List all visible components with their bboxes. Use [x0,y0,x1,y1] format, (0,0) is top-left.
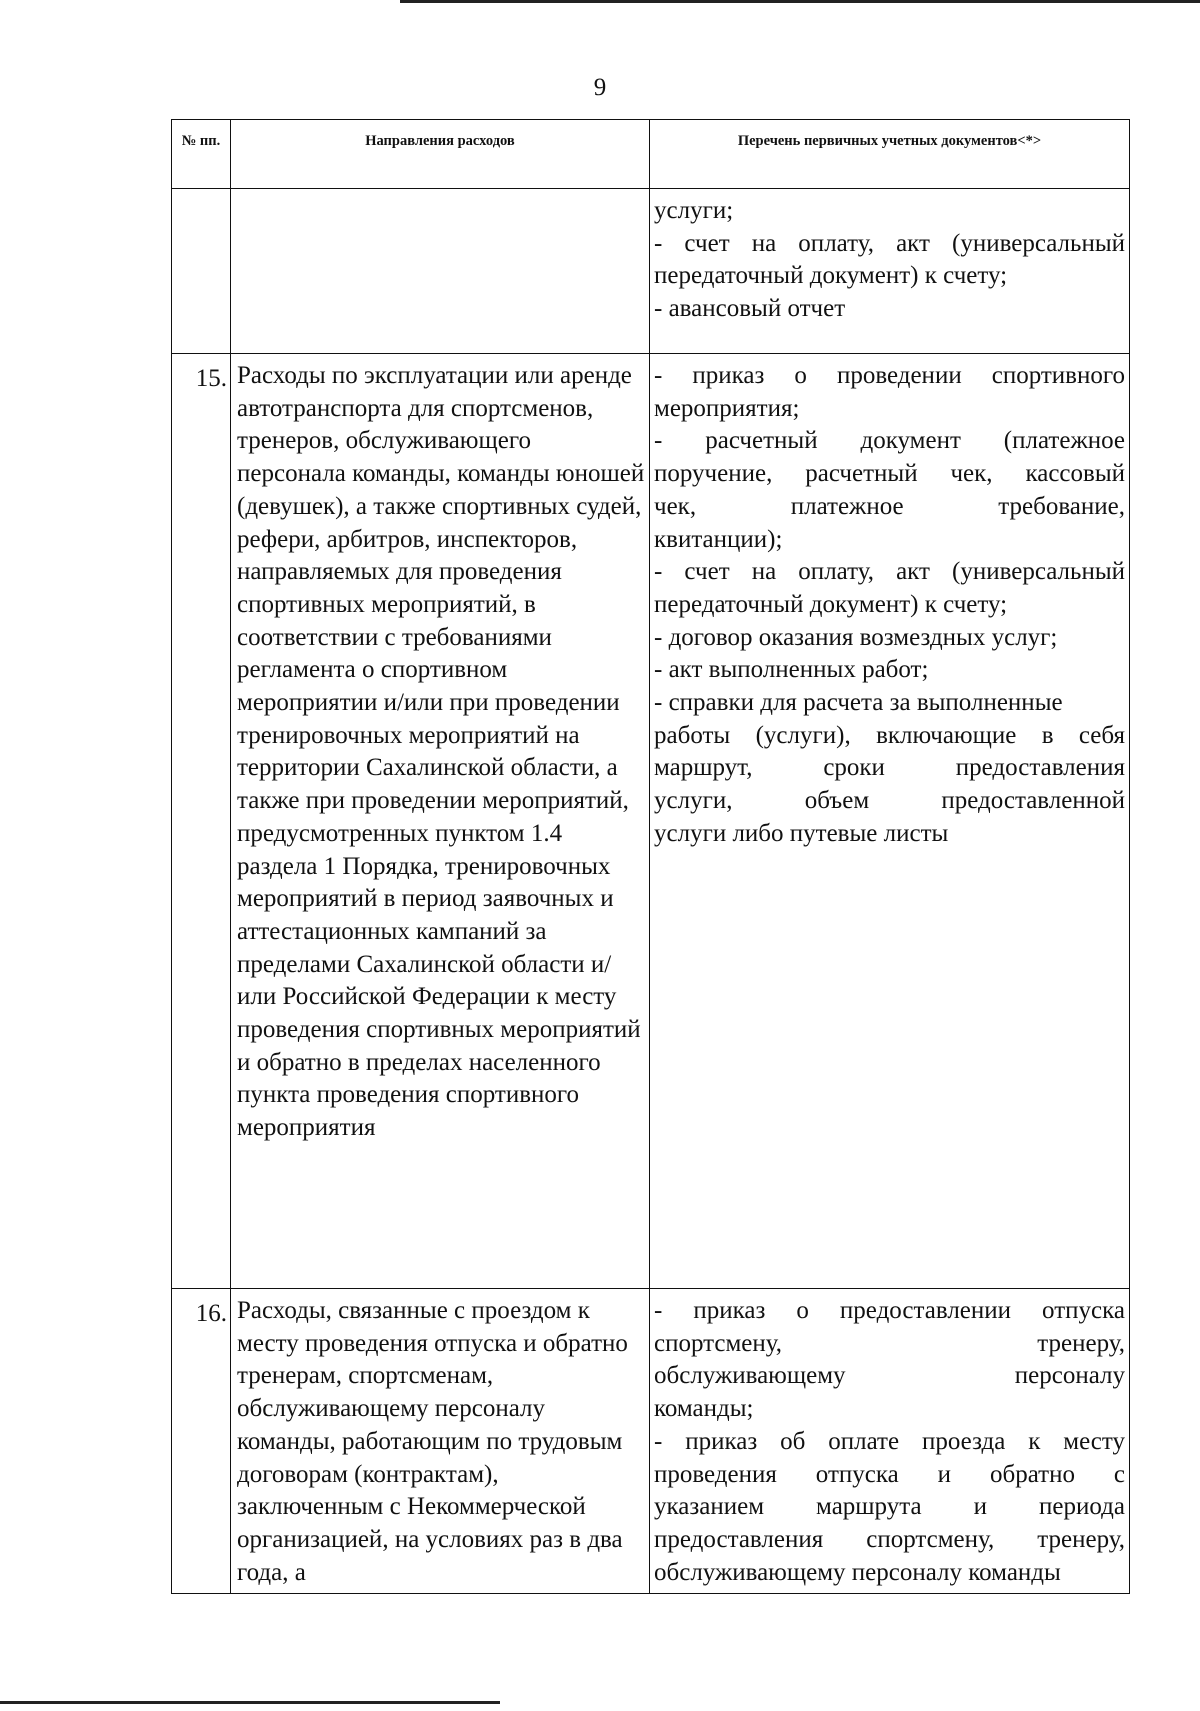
doc-line: - справки для расчета за выполненные [654,689,1063,717]
doc-line: передаточный документ) к счету; [654,262,1008,290]
row-direction: Расходы по эксплуатации или аренде автотранспорта для спортсменов, тренеров, обслуживающего персонала команды, команды юношей (девушек), а также спортивных судей, рефери, арбитров, инспекторов, направляемых для проведения спортивных мероприятий, в соответствии с требованиями регламента о спортивном мероприятии и/или при проведении тренировочных мероприятий на территории Сахалинской области, а также при проведении мероприятий, предусмотренных пунктом 1.4 раздела 1 Порядка, тренировочных мероприятий в период заявочных и аттестационных кампаний за пределами Сахалинской области и/или Российской Федерации к месту проведения спортивных мероприятий и обратно в пределах населенного пункта проведения спортивного мероприятия [231,354,650,1289]
doc-line: спортсмену, тренеру, [654,1329,1125,1357]
doc-line: - авансовый отчет [654,295,846,323]
table-header-row [172,120,1130,189]
scan-top-edge [400,0,1200,3]
doc-line: - приказ об оплате проезда к месту [654,1427,1125,1455]
row-number [172,189,231,354]
doc-line: - договор оказания возмездных услуг; [654,623,1058,651]
doc-line: услуги, объем предоставленной [654,787,1125,815]
doc-line: - счет на оплату, акт (универсальный [654,229,1125,257]
doc-line: - акт выполненных работ; [654,656,929,684]
row-direction [231,189,650,354]
doc-line: - приказ о предоставлении отпуска [654,1297,1125,1324]
doc-line: квитанции); [654,525,783,553]
header-documents: Перечень первичных учетных документов<*> [650,120,1130,189]
header-num: № пп. [172,120,231,189]
doc-line: передаточный документ) к счету; [654,590,1008,618]
doc-line: команды; [654,1395,754,1423]
page-number: 9 [593,74,607,101]
doc-line: предоставления спортсмену, тренеру, [654,1525,1125,1553]
doc-line: - расчетный документ (платежное [654,427,1125,455]
doc-line: работы (услуги), включающие в себя [654,721,1125,749]
table-row [172,1289,1130,1594]
doc-line: поручение, расчетный чек, кассовый [654,460,1125,488]
table-row [172,189,1130,354]
doc-line: - счет на оплату, акт (универсальный [654,558,1125,586]
doc-line: мероприятия; [654,394,800,422]
table-row [172,354,1130,1289]
scan-bottom-edge [0,1701,500,1704]
doc-line: - приказ о проведении спортивного [654,362,1125,389]
row-documents [650,189,1130,354]
doc-line: обслуживающему персоналу команды [654,1558,1061,1586]
doc-line: маршрут, сроки предоставления [654,754,1125,782]
row-documents [650,354,1130,1289]
row-number: 15. [172,354,231,1289]
row-number: 16. [172,1289,231,1594]
row-documents [650,1289,1130,1594]
doc-line: услуги либо путевые листы [654,819,949,847]
doc-line: указанием маршрута и периода [654,1493,1125,1521]
header-direction: Направления расходов [231,120,650,189]
row-direction: Расходы, связанные с проездом к месту проведения отпуска и обратно тренерам, спортсменам, обслуживающему персоналу команды, работающим по трудовым договорам (контрактам), заключенным с Некоммерческой организацией, на условиях раз в два года, а [231,1289,650,1594]
doc-line: услуги; [654,197,734,224]
doc-line: обслуживающему персоналу [654,1362,1125,1390]
doc-line: чек, платежное требование, [654,492,1125,520]
expenses-table [171,119,1130,1594]
doc-line: проведения отпуска и обратно с [654,1460,1125,1488]
